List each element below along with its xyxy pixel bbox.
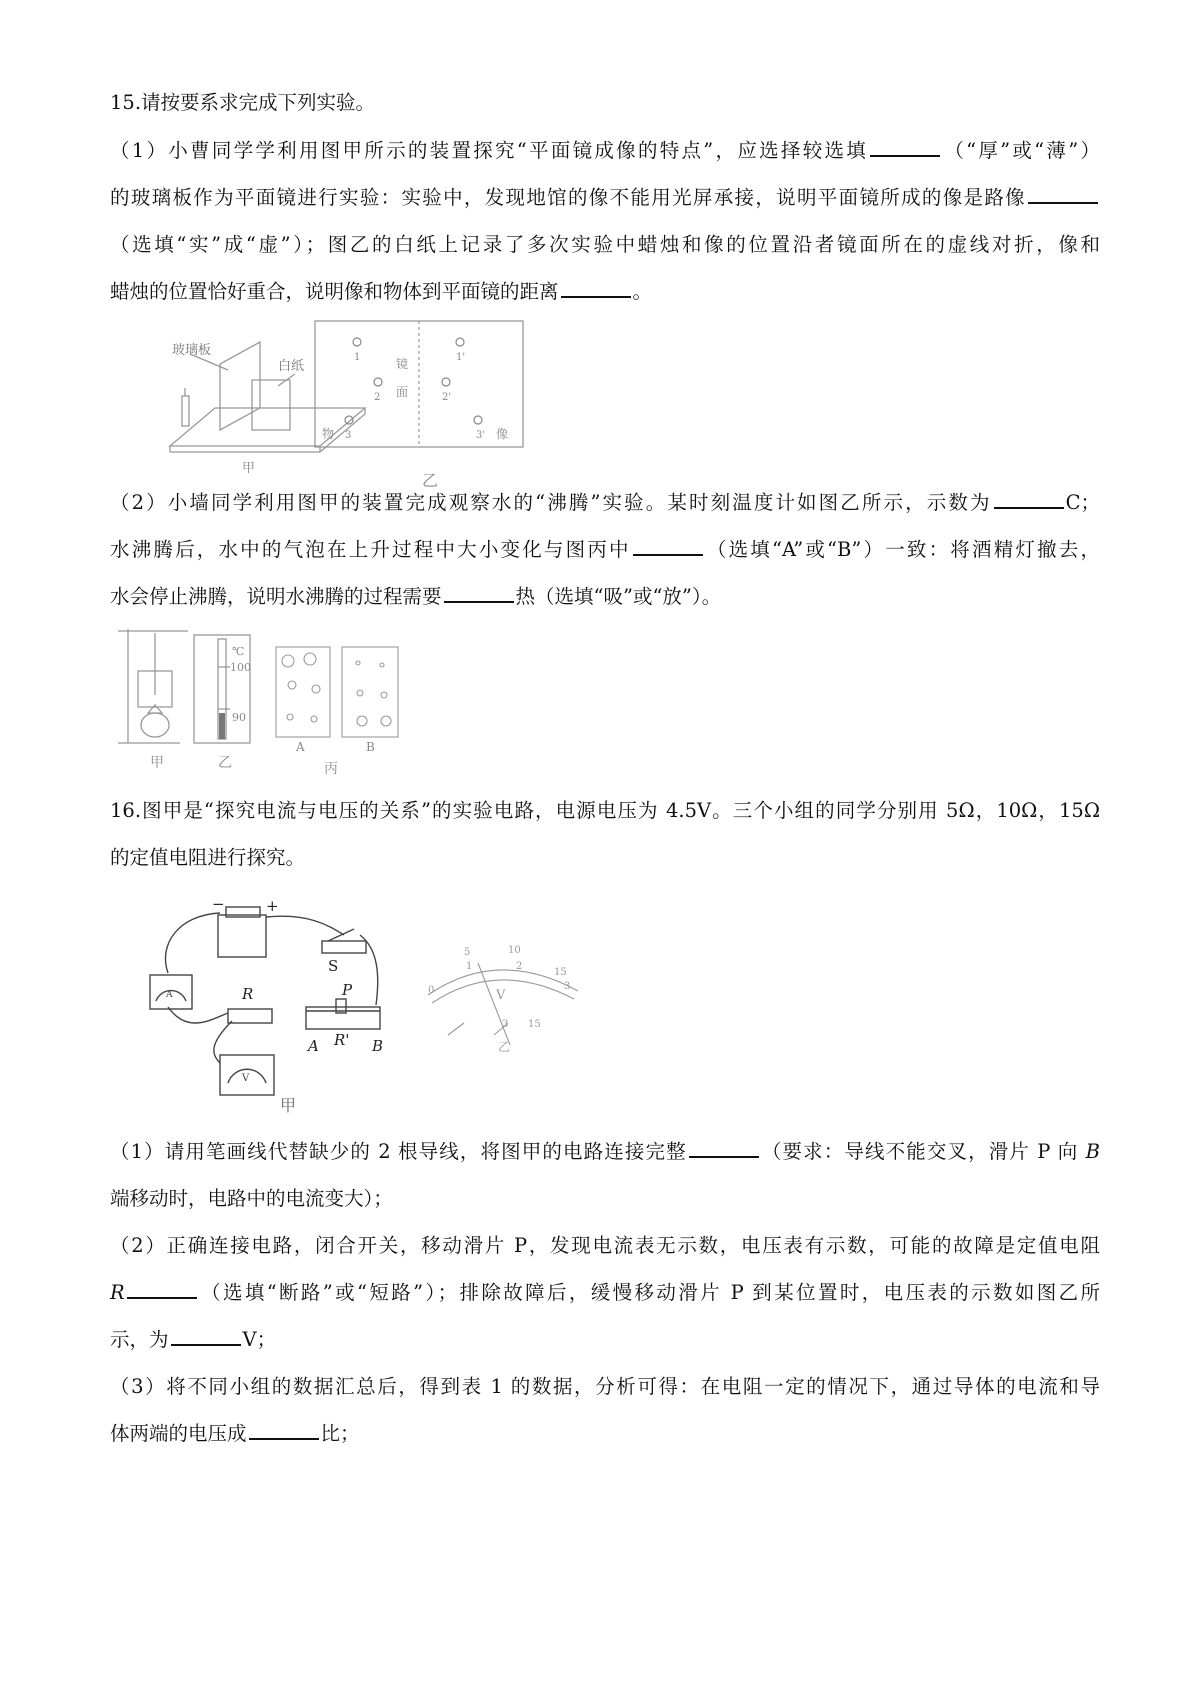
- panel-b-label: B: [366, 740, 375, 754]
- slider-label: P: [342, 981, 353, 999]
- figure-bing-label: 丙: [324, 761, 338, 777]
- answer-blank[interactable]: [870, 137, 940, 157]
- question-15-title: 15.请按要系求完成下列实验。: [110, 91, 376, 114]
- terminal-3: 3: [502, 1019, 509, 1030]
- figure-yi-label: 乙: [218, 755, 232, 771]
- figure-jia-label: 甲: [150, 755, 164, 771]
- q15-p2-line3: 水会停止沸腾，说明水沸腾的过程需要 热（选填“吸”或“放”）。: [110, 585, 722, 608]
- thermometer-unit: ℃: [232, 645, 245, 658]
- dial-15: 15: [554, 967, 567, 978]
- terminal-15: 15: [528, 1019, 541, 1030]
- tick-100: 100: [230, 661, 251, 674]
- q16-s2-line1: （2）正确连接电路，闭合开关，移动滑片 P，发现电流表无示数，电压表有示数，可能的故障是定值电阻: [110, 1234, 1100, 1257]
- rheostat-label: R': [334, 1031, 350, 1049]
- mirror-label-2: 面: [396, 385, 409, 399]
- q16-s3-line2: 体两端的电压成 比；: [110, 1422, 360, 1445]
- q15-p1-line4: 蜡烛的位置恰好重合，说明像和物体到平面镜的距离 。: [110, 280, 653, 303]
- q16-s2-line3: 示，为 V；: [110, 1328, 277, 1351]
- object-label: 物: [322, 427, 335, 441]
- pos-1: 1: [354, 352, 361, 363]
- q15-p2-line1: （2）小墙同学利用图甲的装置完成观察水的“沸腾”实验。某时刻温度计如图乙所示，示数为 C；: [110, 491, 1100, 514]
- answer-blank[interactable]: [249, 1420, 319, 1440]
- dial-3: 3: [564, 981, 571, 992]
- dial-2: 2: [516, 961, 523, 972]
- pos-3-image: 3': [476, 430, 486, 441]
- panel-a-label: A: [296, 740, 305, 754]
- battery-minus: −: [212, 895, 225, 913]
- q16-s2-line2: R （选填“断路”或“短路”）；排除故障后，缓慢移动滑片 P 到某位置时，电压表的示数如图乙所: [110, 1281, 1100, 1304]
- question-16-line2: 的定值电阻进行探究。: [110, 846, 306, 869]
- answer-blank[interactable]: [994, 489, 1064, 509]
- answer-blank[interactable]: [171, 1326, 241, 1346]
- answer-blank[interactable]: [633, 536, 703, 556]
- mirror-label: 镜: [396, 357, 409, 371]
- answer-blank[interactable]: [561, 278, 631, 298]
- terminal-a-label: A: [308, 1037, 319, 1055]
- figure-jia-label: 甲: [242, 461, 256, 476]
- switch-label: S: [328, 957, 339, 975]
- pos-1-image: 1': [456, 352, 466, 363]
- figure-yi-label: 乙: [422, 471, 439, 490]
- pos-2-image: 2': [442, 392, 452, 403]
- dial-0: 0: [428, 985, 435, 996]
- dial-5: 5: [464, 947, 471, 958]
- q15-p1-line1: （1）小曹同学学利用图甲所示的装置探究“平面镜成像的特点”，应选择较选填 （“厚”或“薄”）: [110, 139, 1100, 162]
- boiling-figure: [110, 625, 450, 780]
- battery-plus: +: [266, 897, 279, 915]
- q16-s1-line1: （1）请用笔画线代替缺少的 2 根导线，将图甲的电路连接完整 （要求：导线不能交叉，滑片 P 向 B: [110, 1140, 1101, 1163]
- answer-blank[interactable]: [1028, 184, 1098, 204]
- q15-p2-line2: 水沸腾后，水中的气泡在上升过程中大小变化与图丙中 （选填“A”或“B”）一致：将酒精灯撤去，: [110, 538, 1100, 561]
- pos-2: 2: [374, 392, 381, 403]
- plane-mirror-figure: [160, 318, 580, 490]
- question-16-line1: 16.图甲是“探究电流与电压的关系”的实验电路，电源电压为 4.5V。三个小组的同学分别用 5Ω，10Ω，15Ω: [110, 799, 1100, 822]
- pos-3: 3: [345, 430, 352, 441]
- answer-blank[interactable]: [689, 1138, 759, 1158]
- resistor-label: R: [242, 985, 254, 1003]
- dial-unit: V: [496, 988, 506, 1003]
- glass-plate-label: 玻璃板: [172, 343, 212, 358]
- dial-1: 1: [466, 961, 473, 972]
- terminal-b-label: B: [372, 1037, 384, 1055]
- q16-s3-line1: （3）将不同小组的数据汇总后，得到表 1 的数据，分析可得：在电阻一定的情况下，通过导体的电流和导: [110, 1375, 1100, 1398]
- voltmeter-symbol: V: [242, 1073, 250, 1084]
- white-paper-label: 白纸: [278, 359, 305, 374]
- answer-blank[interactable]: [444, 583, 514, 603]
- q16-s1-line2: 端移动时，电路中的电流变大）；: [110, 1187, 393, 1210]
- figure-jia-label: 甲: [280, 1096, 297, 1115]
- q15-p1-line2: 的玻璃板作为平面镜进行实验：实验中，发现地馆的像不能用光屏承接，说明平面镜所成的像是路像: [110, 183, 1100, 213]
- answer-blank[interactable]: [127, 1279, 197, 1299]
- ammeter-symbol: A: [166, 990, 173, 1000]
- q15-p1-line3: （选填“实”成“虚”）；图乙的白纸上记录了多次实验中蜡烛和像的位置沿者镜面所在的虚线对折，像和: [110, 233, 1100, 256]
- tick-90: 90: [232, 711, 246, 724]
- circuit-figure: [148, 895, 608, 1115]
- dial-10: 10: [508, 945, 521, 956]
- image-label: 像: [496, 427, 509, 441]
- figure-yi-label: 乙: [498, 1040, 511, 1054]
